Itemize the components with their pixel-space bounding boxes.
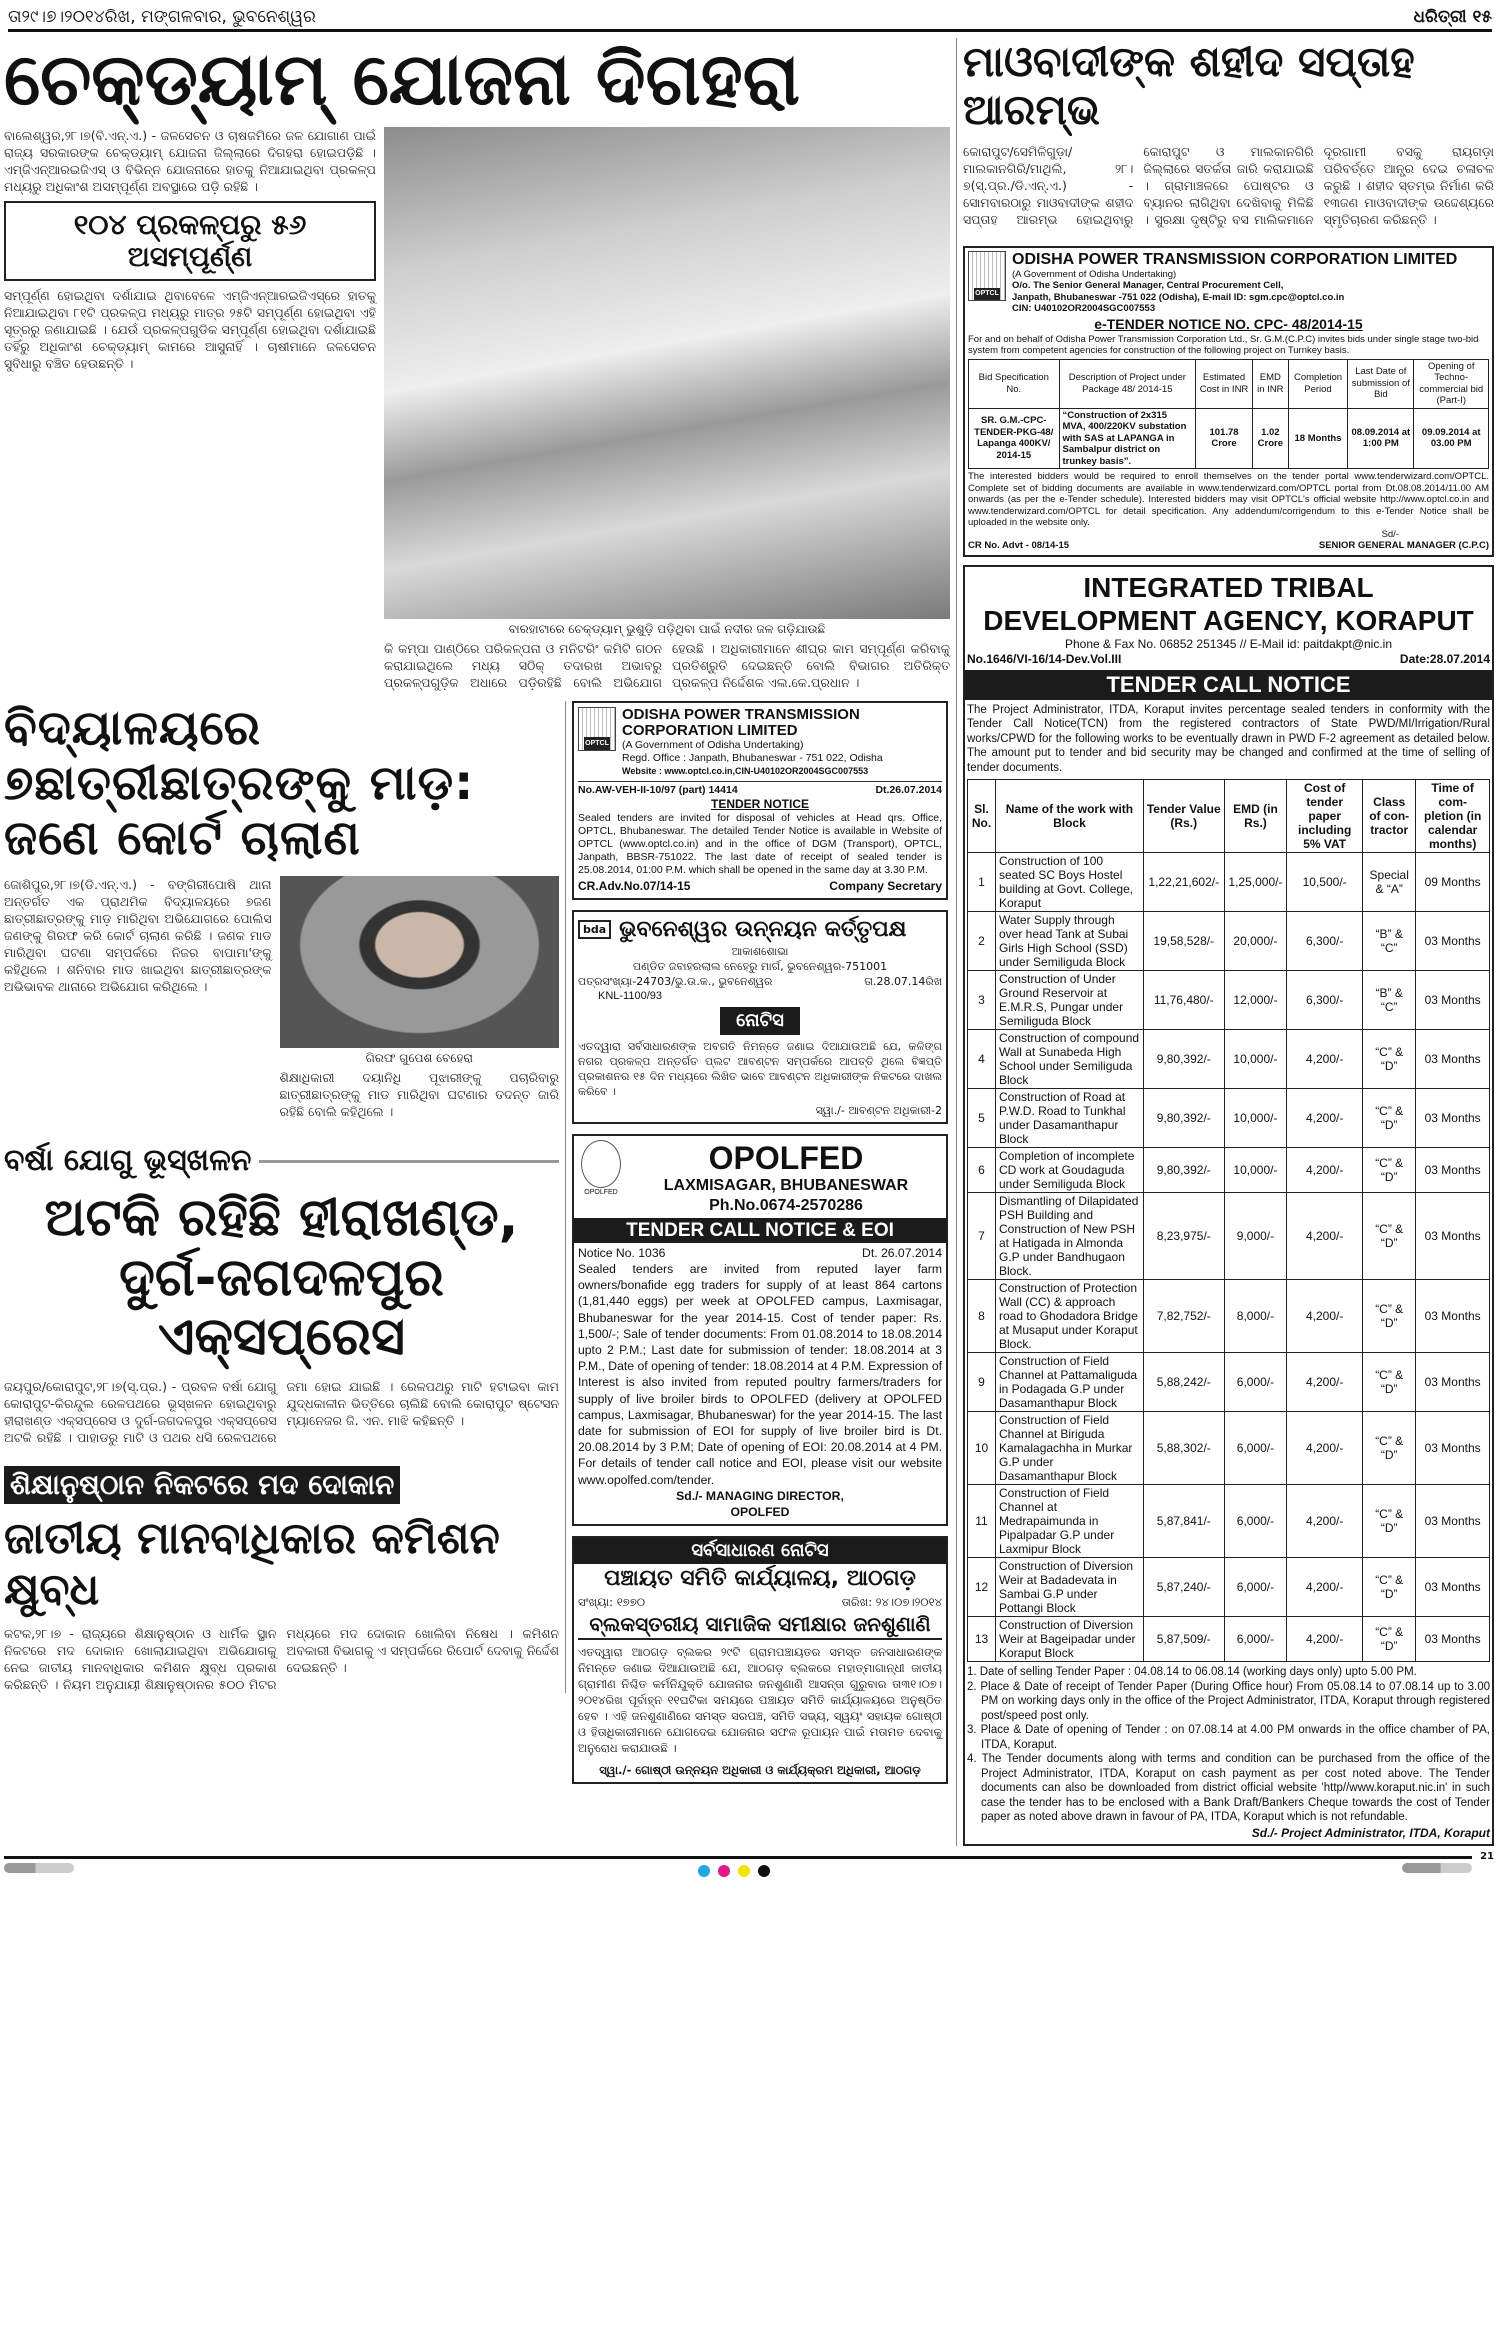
checkdam-photo xyxy=(384,127,950,619)
panchayat-title: ବ୍ଲକସ୍ତରୀୟ ସାମାଜିକ ସମୀକ୍ଷାର ଜନଶୁଣାଣି xyxy=(578,1610,942,1640)
optcl-e-tender-ad xyxy=(963,246,1494,557)
optcl-regd: Regd. Office : Janpath, Bhubaneswar - 751 022, Odisha xyxy=(622,751,883,764)
table-cell: 1,25,000/- xyxy=(1224,853,1287,912)
story4-body: ଜୟପୁର/କୋରାପୁଟ,୨୮।୭(ସ୍.ପ୍ର.) - ପ୍ରବଳ ବର୍ଷା ଯୋଗୁ କୋରାପୁଟ-କିରନ୍ଦୁଲ ରେଳପଥରେ ଭୂସ୍ଖଳନ ହୋଇଥିବାରୁ ହୀରାଖଣ୍ଡ ଏକ୍ସପ୍ରେସ ଓ ଦୁର୍ଗ-ଜଗଦଳପୁର ଏକ୍ସପ୍ରେସ ଅଟକି ରହିଛି । ପାହାଡରୁ ମାଟି ଓ ପଥର ଧସି ରେଳପଥରେ ଜମା ହୋଇ ଯାଇଛି । ରେଳପଥରୁ ମାଟି ହଟାଇବା କାମ ଯୁଦ୍ଧକାଳୀନ ଭିତ୍ତିରେ ଚାଲିଛି ବୋଲି କୋରାପୁଟ ଷ୍ଟେସନ ମ୍ୟାନେଜର ଜି. ଏନ. ମାଝି କହିଛନ୍ତି । xyxy=(4,1379,559,1446)
table-cell: Construction of 100 seated SC Boys Hostel building at Govt. College, Koraput xyxy=(996,853,1144,912)
story2-body: କୋରାପୁଟ/ସେମିଳିଗୁଡ଼ା/ମାଲକାନଗିରି/ମାଥିଲି, ୨୮।୭(ସ୍.ପ୍ର./ଡି.ଏନ୍.ଏ.) - ସୋମବାରଠାରୁ ମାଓବାଦୀଙ୍କ ଶହୀଦ ସପ୍ତାହ ଆରମ୍ଭ ହୋଇଥିବାରୁ କୋରାପୁଟ ଓ ମାଲକାନଗିରି ଜିଲ୍ଲାରେ ସତର୍କତା ଜାରି କରାଯାଇଛି । ଗ୍ରାମାଞ୍ଚଳରେ ପୋଷ୍ଟର ଓ ବ୍ୟାନର ଲାଗିଥିବା ଦେଖିବାକୁ ମିଳିଛି । ସୁରକ୍ଷା ଦୃଷ୍ଟିରୁ ବସ ମାଲିକମାନେ ଦୂରଗାମୀ ବସକୁ ରାୟଗଡ଼ା ପରିବର୍ତ୍ତେ ଆନ୍ଧ୍ର ଦେଇ ଚଳାଚଳ କରୁଛି । ଶହୀଦ ସ୍ତମ୍ଭ ନିର୍ମାଣ କରି ୧୩ଜଣ ମାଓବାଦୀଙ୍କ ଉଦ୍ଦେଶ୍ୟରେ ସ୍ମୃତିଚାରଣ କରିଛନ୍ତି । xyxy=(963,143,1494,227)
bda-knl: KNL-1100/93 xyxy=(598,989,663,1002)
table-cell: Construction of compound Wall at Sunabeda High School under Semiliguda Block xyxy=(996,1030,1144,1089)
bda-ref: ପତ୍ରସଂଖ୍ୟା-24703/ଭୁ.ଉ.କ., ଭୁବନେଶ୍ୱର xyxy=(578,974,773,988)
table-cell: 5,87,841/- xyxy=(1143,1485,1224,1558)
table-cell: 8,23,975/- xyxy=(1143,1193,1224,1280)
table-cell: 6 xyxy=(968,1148,996,1193)
table-cell: 4,200/- xyxy=(1287,1353,1363,1412)
date-line: ତା୨୯।୭।୨୦୧୪ରିଖ, ମଙ୍ଗଳବାର, ଭୁବନେଶ୍ୱର xyxy=(8,6,316,27)
itda-intro: The Project Administrator, ITDA, Koraput invites percentage sealed tenders in conformity with the Tender Call Notice(TCN) from the registered contractors of State PWD/MI/Irrigation/Rural works/CPWD for the following works to be eventually drawn in PWD F-2 agreement as detailed below. The amount put to tender and bid security may be changed and confirmed at the time of selling of tender documents. xyxy=(967,703,1490,774)
table-cell: 9,80,392/- xyxy=(1143,1089,1224,1148)
table-cell: “C” & “D” xyxy=(1363,1030,1416,1089)
panchayat-notice xyxy=(572,1536,948,1784)
table-cell: 09.09.2014 at 03.00 PM xyxy=(1414,408,1489,469)
itda-ref: No.1646/VI-16/14-Dev.Vol.III xyxy=(967,651,1122,666)
story1-headline: ଚେକ୍‌ଡ୍ୟାମ୍ ଯୋଜନା ଦିଗହରା xyxy=(4,37,800,121)
table-cell: Special & “A” xyxy=(1363,853,1416,912)
opolfed-ad xyxy=(572,1134,948,1526)
column-header: EMD in INR xyxy=(1252,359,1288,408)
table-cell: 7,82,752/- xyxy=(1143,1280,1224,1353)
opolfed-phone: Ph.No.0674-2570286 xyxy=(709,1196,863,1214)
bda-address-1: ଆକାଶଶୋଭା xyxy=(731,944,789,958)
table-cell: 4,200/- xyxy=(1287,1089,1363,1148)
story5-headline: ଜାତୀୟ ମାନବାଧିକାର କମିଶନ କ୍ଷୁବ୍ଧ xyxy=(4,1513,500,1615)
kicker-rule xyxy=(259,1160,559,1163)
table-cell: 5,87,509/- xyxy=(1143,1617,1224,1662)
e-tender-intro: For and on behalf of Odisha Power Transmission Corporation Ltd., Sr. G.M.(C.P.C) invites bids under single stage two-bid system from competent agencies for construction of the following project on Turnkey basis. xyxy=(968,333,1479,357)
column-header: Name of the work with Block xyxy=(996,780,1144,853)
table-row xyxy=(968,1617,1490,1662)
story1-body: ସମ୍ପୂର୍ଣ୍ଣ ହୋଇଥିବା ଦର୍ଶାଯାଇ ଥିବାବେଳେ ଏମ୍‌ଜିଏନ୍‌ଆରଇଜିଏସ୍‌ରେ ହାତକୁ ନିଆଯାଇଥିବା ୮୧ଟି ପ୍ରକଳ୍ପ ମଧ୍ୟରୁ ମାତ୍ର ୨୫ଟି ସମ୍ପୂର୍ଣ୍ଣ ହୋଇଥିବା ଏହି ସୂତ୍ରରୁ ଜଣାଯାଇଛି । ଯେଉଁ ପ୍ରକଳ୍ପଗୁଡିକ ସମ୍ପୂର୍ଣ୍ଣ ହୋଇଥିବା ଦର୍ଶାଯାଇଛି ତହିଁରୁ ଅଧିକାଂଶ ଚେକ୍‌ଡ୍ୟାମ୍ କାମରେ ଆସୁନାହିଁ । ଚାଷୀମାନେ ଜଳସେଚନ ସୁବିଧାରୁ ବଞ୍ଚିତ ହେଉଛନ୍ତି । xyxy=(4,288,376,372)
table-row xyxy=(968,1558,1490,1617)
table-cell: 4 xyxy=(968,1030,996,1089)
table-cell: 03 Months xyxy=(1416,1558,1490,1617)
e-tender-footer: The interested bidders would be required to enroll themselves on the tender portal www.tenderwizard.com/OPTCL. Complete set of bidding documents are available in www.tenderwizard.com/OPTCL portal from Dt.08.08.2014/11.00 AM onwards (as per the e-Tender schedule). Interested bidders may visit OPTCL's official website http://www.optcl.co.in and www.tenderwizard.com/OPTCL for detail specification. Any addendum/corrigendum to this e-Tender Notice shall be uploaded in the website only. xyxy=(968,471,1489,529)
bda-notice-banner: ନୋଟିସ xyxy=(720,1007,800,1035)
table-cell: 12,000/- xyxy=(1224,971,1287,1030)
story2-headline: ମାଓବାଦୀଙ୍କ ଶହୀଦ ସପ୍ତାହ ଆରମ୍ଭ xyxy=(963,37,1415,135)
itda-date: Date:28.07.2014 xyxy=(1399,651,1490,666)
registration-bar-right xyxy=(1402,1863,1472,1873)
registration-dot xyxy=(738,1865,750,1877)
page-folio xyxy=(1414,7,1493,27)
table-cell: 9 xyxy=(968,1353,996,1412)
table-cell: 1.02 Crore xyxy=(1252,408,1288,469)
optcl-org-name: ODISHA POWER TRANSMISSION CORPORATION LIMITED xyxy=(1012,250,1458,268)
itda-banner: TENDER CALL NOTICE xyxy=(965,670,1492,700)
table-cell: Dismantling of Dilapidated PSH Building and Construction of New PSH at Hatigada in Almonda G.P under Bandhugaon Block. xyxy=(996,1193,1144,1280)
table-cell: 20,000/- xyxy=(1224,912,1287,971)
table-cell: “B” & “C” xyxy=(1363,971,1416,1030)
table-cell: 03 Months xyxy=(1416,1148,1490,1193)
table-cell: 1 xyxy=(968,853,996,912)
column-header: Estimated Cost in INR xyxy=(1196,359,1253,408)
e-tender-title: e-TENDER NOTICE NO. CPC- 48/2014-15 xyxy=(1094,315,1363,332)
table-cell: 03 Months xyxy=(1416,1089,1490,1148)
table-cell: Water Supply through over head Tank at Subai Girls High School (SSD) under Semiliguda Block xyxy=(996,912,1144,971)
table-cell: “Construction of 2x315 MVA, 400/220KV substation with SAS at LAPANGA in Sambalpur district on trunkey basis”. xyxy=(1059,408,1196,469)
table-cell: Construction of Field Channel at Biriguda Kamalagachha in Murkar G.P under Dasamanthapur Block xyxy=(996,1412,1144,1485)
table-cell: 03 Months xyxy=(1416,971,1490,1030)
table-row xyxy=(968,1089,1490,1148)
story3-photo-caption: ଗିରଫ ଗୁପେଶ ବେହେରା xyxy=(365,1051,473,1066)
opolfed-address: LAXMISAGAR, BHUBANESWAR xyxy=(663,1176,909,1194)
table-cell: 18 Months xyxy=(1288,408,1347,469)
optcl-sub: (A Government of Odisha Undertaking) xyxy=(622,738,804,751)
table-cell: Construction of Road at P.W.D. Road to Tunkhal under Dasamanthapur Block xyxy=(996,1089,1144,1148)
bda-sign: ସ୍ୱା./- ଆବଣ୍ଟନ ଅଧିକାରୀ-2 xyxy=(815,1103,942,1117)
table-cell: 12 xyxy=(968,1558,996,1617)
footer-rule xyxy=(4,1856,1472,1859)
adv-number: CR No. Advt - 08/14-15 xyxy=(968,540,1070,552)
column-header: Completion Period xyxy=(1288,359,1347,408)
table-cell: 19,58,528/- xyxy=(1143,912,1224,971)
table-cell: 03 Months xyxy=(1416,1485,1490,1558)
notice-number: No.AW-VEH-II-10/97 (part) 14414 xyxy=(578,783,738,796)
table-cell: “C” & “D” xyxy=(1363,1089,1416,1148)
page-header xyxy=(8,4,1492,32)
notice-date: Dt.26.07.2014 xyxy=(875,783,942,796)
panchayat-sign: ସ୍ୱା./- ଗୋଷ୍ଠୀ ଉନ୍ନୟନ ଅଧିକାରୀ ଓ କାର୍ଯ୍ୟକ୍ରମ ଅଧିକାରୀ, ଆଠଗଡ଼ xyxy=(599,1763,921,1778)
registration-bar-left xyxy=(4,1863,74,1873)
table-cell: 10,500/- xyxy=(1287,853,1363,912)
table-cell: 5,88,242/- xyxy=(1143,1353,1224,1412)
opolfed-notice-no: Notice No. 1036 xyxy=(578,1245,666,1260)
optcl-address: Janpath, Bhubaneswar -751 022 (Odisha), E-mail ID: sgm.cpc@optcl.co.in xyxy=(1012,291,1345,303)
table-cell: “C” & “D” xyxy=(1363,1617,1416,1662)
print-footer xyxy=(4,1850,1496,1878)
table-cell: 03 Months xyxy=(1416,1030,1490,1089)
column-header: Opening of Techno-commercial bid (Part-I) xyxy=(1414,359,1489,408)
table-cell: 6,300/- xyxy=(1287,971,1363,1030)
opolfed-title: OPOLFED xyxy=(708,1139,864,1176)
bda-date: ତା.28.07.14ରିଖ xyxy=(864,974,942,988)
table-cell: 7 xyxy=(968,1193,996,1280)
table-cell: 5,87,240/- xyxy=(1143,1558,1224,1617)
note-item: 3. Place & Date of opening of Tender : on 07.08.14 at 4.00 PM onwards in the office chamber of PA, ITDA, Koraput. xyxy=(967,1724,1490,1751)
table-cell: 03 Months xyxy=(1416,1412,1490,1485)
table-cell: 10,000/- xyxy=(1224,1030,1287,1089)
opolfed-text: Sealed tenders are invited from reputed layer farm owners/bonafide egg traders for supply of at least 864 cartons (1,81,440 eggs) per week at OPOLFED campus, Laxmisagar, Bhubaneswar for the year 2014-15. Cost of tender paper: Rs. 1,500/-; Sale of tender documents: From 01.08.2014 to 18.08.2014 upto 2 P.M.; Last date for submission of tender: 18.08.2014 at 3 P.M., Date of opening of tender: 18.08.2014 at 4 P.M. Expression of Interest is also invited from reputed poultry farmers/traders for supply of live broiler birds to OPOLFED (delivery at OPOLFED campus, Laxmisagar, Bhubaneswar) for the year 2014-15. The last date for submission of EOI for supply of live broiler bird is Dt. 20.08.2014 by 3 P.M; Date of opening of EOI: 20.08.2014 at 4 PM. For details of tender call notice and EOI, please visit our website www.opolfed.com/tender. xyxy=(578,1262,942,1487)
table-row xyxy=(968,1353,1490,1412)
optcl-sub: (A Government of Odisha Undertaking) xyxy=(1012,268,1177,280)
table-cell: “C” & “D” xyxy=(1363,1558,1416,1617)
table-cell: 13 xyxy=(968,1617,996,1662)
table-cell: Construction of Protection Wall (CC) & approach road to Ghodadora Bridge at Musaput under Koraput Block. xyxy=(996,1280,1144,1353)
panchayat-office: ପଞ୍ଚାୟତ ସମିତି କାର୍ଯ୍ୟାଳୟ, ଆଠଗଡ଼ xyxy=(604,1566,916,1592)
optcl-cin: CIN: U40102OR2004SGC007553 xyxy=(1012,303,1156,315)
panchayat-date: ତାରିଖ: ୨୪।୦୭।୨୦୧୪ xyxy=(841,1595,942,1610)
itda-contact: Phone & Fax No. 06852 251345 // E-Mail id: paitdakpt@nic.in xyxy=(1064,636,1393,651)
table-cell: 08.09.2014 at 1:00 PM xyxy=(1348,408,1414,469)
story1-text-column xyxy=(4,127,376,372)
panchayat-no: ସଂଖ୍ୟା: ୧୭୭୦ xyxy=(578,1595,646,1610)
table-cell: “C” & “D” xyxy=(1363,1412,1416,1485)
panchayat-text: ଏତଦ୍ୱାରା ଆଠଗଡ଼ ବ୍ଲକର ୨୯ଟି ଗ୍ରାମପଞ୍ଚାୟତର ସମସ୍ତ ଜନସାଧାରଣଙ୍କ ନିମନ୍ତେ ଜଣାଇ ଦିଆଯାଉଅଛି ଯେ, ଆଠଗଡ଼ ବ୍ଲକରେ ମହାତ୍ମାଗାନ୍ଧୀ ଜାତୀୟ ଗ୍ରାମୀଣ ନିଶ୍ଚିତ କର୍ମନିଯୁକ୍ତି ଯୋଜନାର ଜନଶୁଣାଣି ଆସନ୍ତା ଗୁରୁବାର ତା୩୧।୦୭।୨୦୧୪ରିଖ ପୂର୍ବାହ୍ନ ୧୧ଘଟିକା ସମୟରେ ପଞ୍ଚାୟତ ସମିତି କାର୍ଯ୍ୟାଳୟରେ ଅନୁଷ୍ଠିତ ହେବ । ଏହି ଜନଶୁଣାଣିରେ ସମସ୍ତ ସରପଞ୍ଚ, ସମିତି ସଭ୍ୟ, ସ୍ୱୟଂ ସହାୟକ ଗୋଷ୍ଠୀ ଓ ହିତାଧିକାରୀମାନେ ଯୋଗଦେଇ ଯୋଜନାର ସଫଳ ରୂପାୟନ ପାଇଁ ମତାମତ ଦେବାକୁ ଅନୁରୋଧ କରାଯାଉଛି । xyxy=(578,1645,942,1756)
table-cell: 11,76,480/- xyxy=(1143,971,1224,1030)
table-cell: 4,200/- xyxy=(1287,1485,1363,1558)
table-cell: 11 xyxy=(968,1485,996,1558)
panchayat-banner: ସର୍ବସାଧାରଣ ନୋଟିସ xyxy=(574,1538,946,1564)
right-column xyxy=(956,38,1494,1846)
table-cell: 101.78 Crore xyxy=(1196,408,1253,469)
table-cell: 03 Months xyxy=(1416,912,1490,971)
note-item: 2. Place & Date of receipt of Tender Paper (During Office hour) From 05.08.14 to 07.08.14 up to 3.00 PM on working days only in the office of the Project Administrator, ITDA, Koraput through registered post/speed post only. xyxy=(967,1680,1490,1722)
table-cell: SR. G.M.-CPC-TENDER-PKG-48/ Lapanga 400KV/ 2014-15 xyxy=(969,408,1060,469)
left-stories-column xyxy=(4,701,566,1694)
story3-headline: ବିଦ୍ୟାଳୟରେ ୭ଛାତ୍ରୀଛାତ୍ରଙ୍କୁ ମାଡ଼: ଜଣେ କୋର୍ଟ ଚାଲାଣ xyxy=(4,699,475,867)
table-cell: 2 xyxy=(968,912,996,971)
column-header: Bid Specification No. xyxy=(969,359,1060,408)
story4-kicker xyxy=(4,1144,559,1179)
table-cell: 10,000/- xyxy=(1224,1089,1287,1148)
note-item: 1. Date of selling Tender Paper : 04.08.14 to 06.08.14 (working days only) upto 5.00 PM. xyxy=(967,1666,1417,1679)
table-cell: Construction of Diversion Weir at Bageipadar under Koraput Block xyxy=(996,1617,1144,1662)
accused-photo xyxy=(280,876,559,1048)
table-cell: 8,000/- xyxy=(1224,1280,1287,1353)
table-cell: 6,300/- xyxy=(1287,912,1363,971)
optcl-logo: OPTCL xyxy=(578,707,616,751)
itda-tender-ad xyxy=(963,565,1494,1846)
bda-text: ଏତଦ୍ୱାରା ସର୍ବସାଧାରଣଙ୍କ ଅବଗତି ନିମନ୍ତେ ଜଣାଇ ଦିଆଯାଉଅଛି ଯେ, କଳିଙ୍ଗ ନଗର ପ୍ରକଳ୍ପ ଅନ୍ତର୍ଗତ ପ୍ଲଟ ଆବଣ୍ଟନ ସମ୍ପର୍କରେ ଆପତ୍ତି ଥିଲେ ବିଜ୍ଞପ୍ତି ପ୍ରକାଶନର ୧୫ ଦିନ ମଧ୍ୟରେ ଲିଖିତ ଭାବେ ଆବଣ୍ଟନ ଅଧିକାରୀଙ୍କ ନିକଟରେ ଦାଖଲ କରିବେ । xyxy=(578,1039,942,1098)
paper-name: ଧରିତ୍ରୀ xyxy=(1413,6,1467,27)
page-number: ୧୫ xyxy=(1472,6,1492,27)
story1-body2: କି କମ୍ପା ପାଣ୍ଠିରେ ପରିକଳ୍ପନା ଓ ମନିଟରିଂ କମିଟି ଗଠନ କରାଯାଇଥିଲେ ମଧ୍ୟ ସଠିକ୍ ତଦାରଖ ଅଭାବରୁ ପ୍ରକଳ୍ପଗୁଡ଼ିକ ଅଧାରେ ପଡ଼ିରହିଛି ବୋଲି ଅଭିଯୋଗ ହେଉଛି । ଅଧିକାରୀମାନେ ଶୀଘ୍ର କାମ ସମ୍ପୂର୍ଣ୍ଣ କରିବାକୁ ପ୍ରତିଶ୍ରୁତି ଦେଇଛନ୍ତି ବୋଲି ବିଭାଗର ଅତିରିକ୍ତ ପ୍ରକଳ୍ପ ନିର୍ଦ୍ଦେଶକ ଏଲ.କେ.ପ୍ରଧାନ । xyxy=(384,640,950,690)
table-row xyxy=(968,1148,1490,1193)
story5-kicker: ଶିକ୍ଷାନୁଷ୍ଠାନ ନିକଟରେ ମଦ ଦୋକାନ xyxy=(4,1466,400,1504)
story3-body2: ଶିକ୍ଷାଧିକାରୀ ଦୟାନିଧି ପୂଝାରୀଙ୍କୁ ପଚାରିବାରୁ ଛାତ୍ରୀଛାତ୍ରଙ୍କୁ ମାଡ ମାରିଥିବା ଘଟଣାର ତଦନ୍ତ ଜାରି ରହିଛି ବୋଲି କହିଥିଲେ । xyxy=(279,1070,559,1120)
note-item: 4. The Tender documents along with terms and condition can be purchased from the office of the Project Administrator, ITDA, Koraput on cash payment as per cost noted above. The Tender documents can also be downloaded from district official website 'http//www.koraput.nic.in' in such case the tender has to be enclosed with a Bank Draft/Bankers Cheque towards the cost of Tender paper as noted above drawn in favour of PA, ITDA, Koraput which is not refundable. xyxy=(967,1753,1490,1824)
table-row xyxy=(968,1030,1490,1089)
table-cell: “C” & “D” xyxy=(1363,1485,1416,1558)
table-cell: “C” & “D” xyxy=(1363,1148,1416,1193)
table-cell: “C” & “D” xyxy=(1363,1280,1416,1353)
story1-content xyxy=(4,127,950,691)
table-cell: 4,200/- xyxy=(1287,1193,1363,1280)
opolfed-banner: TENDER CALL NOTICE & EOI xyxy=(574,1218,946,1243)
story4-headline: ଅଟକି ରହିଛି ହୀରାଖଣ୍ଡ, ଦୁର୍ଗ-ଜଗଦଳପୁର ଏକ୍ସପ୍ରେସ xyxy=(44,1187,519,1368)
story1-photo-column xyxy=(384,127,950,691)
column-header: Cost of tender paper including 5% VAT xyxy=(1287,780,1363,853)
signatory: Company Secretary xyxy=(829,878,942,893)
registration-dot xyxy=(758,1865,770,1877)
table-cell: Completion of incomplete CD work at Goudaguda under Semiliguda Block xyxy=(996,1148,1144,1193)
itda-title-1: INTEGRATED TRIBAL xyxy=(1083,571,1374,603)
table-row xyxy=(968,1412,1490,1485)
table-cell: 03 Months xyxy=(1416,1353,1490,1412)
table-cell: 03 Months xyxy=(1416,1617,1490,1662)
column-header: Class of con-tractor xyxy=(1363,780,1416,853)
itda-title-2: DEVELOPMENT AGENCY, KORAPUT xyxy=(983,604,1474,636)
itda-notes xyxy=(967,1665,1490,1825)
table-cell: Construction of Diversion Weir at Badadevata in Sambai G.P under Pottangi Block xyxy=(996,1558,1144,1617)
column-header: Tender Value (Rs.) xyxy=(1143,780,1224,853)
bda-logo: bda xyxy=(578,920,611,939)
story5-body: କଟକ,୨୮।୭ - ରାଜ୍ୟରେ ଶିକ୍ଷାନୁଷ୍ଠାନ ଓ ଧାର୍ମିକ ସ୍ଥାନ ନିକଟରେ ମଦ ଦୋକାନ ଖୋଲାଯାଇଥିବା ଅଭିଯୋଗକୁ ନେଇ ଜାତୀୟ ମାନବାଧିକାର କମିଶନ କ୍ଷୁବ୍ଧ ପ୍ରକାଶ କରିଛନ୍ତି । ନିୟମ ଅନୁଯାୟୀ ଶିକ୍ଷାନୁଷ୍ଠାନର ୫୦୦ ମିଟର ମଧ୍ୟରେ ମଦ ଦୋକାନ ଖୋଲିବା ନିଷେଧ । କମିଶନ ଅବକାରୀ ବିଭାଗକୁ ଏ ସମ୍ପର୍କରେ ରିପୋର୍ଟ ଦେବାକୁ ନିର୍ଦ୍ଦେଶ ଦେଇଛନ୍ତି । xyxy=(4,1626,559,1693)
table-cell: Construction of Field Channel at Pattamaliguda in Podagada G.P under Dasamanthapur Block xyxy=(996,1353,1144,1412)
table-cell: 3 xyxy=(968,971,996,1030)
table-row xyxy=(968,1280,1490,1353)
optcl-office: O/o. The Senior General Manager, Central Procurement Cell, xyxy=(1012,280,1284,292)
table-cell: 8 xyxy=(968,1280,996,1353)
table-cell: 1,22,21,602/- xyxy=(1143,853,1224,912)
bda-title: ଭୁବନେଶ୍ୱର ଉନ୍ନୟନ କର୍ତ୍ତୃପକ୍ଷ xyxy=(619,916,907,942)
table-cell: 4,200/- xyxy=(1287,1030,1363,1089)
table-cell: 9,80,392/- xyxy=(1143,1148,1224,1193)
registration-dots xyxy=(694,1862,774,1881)
opolfed-sign: Sd./- MANAGING DIRECTOR, xyxy=(676,1488,844,1503)
left-area xyxy=(4,38,950,1784)
center-ads-column xyxy=(572,701,948,1784)
page-main xyxy=(4,38,1496,1846)
optcl-org-name: ODISHA POWER TRANSMISSION CORPORATION LIMITED xyxy=(622,705,860,739)
story3-content xyxy=(4,876,559,1120)
column-header: Time of com-pletion (in calendar months) xyxy=(1416,780,1490,853)
e-tender-table xyxy=(968,359,1489,470)
story4-kicker-text: ବର୍ଷା ଯୋଗୁ ଭୂସ୍ଖଳନ xyxy=(4,1143,252,1179)
table-cell: 5,88,302/- xyxy=(1143,1412,1224,1485)
table-cell: Construction of Under Ground Reservoir at E.M.R.S, Pungar under Semiliguda Block xyxy=(996,971,1144,1030)
table-cell: 09 Months xyxy=(1416,853,1490,912)
itda-sign: Sd./- Project Administrator, ITDA, Koraput xyxy=(1251,1825,1490,1840)
notice-title: TENDER NOTICE xyxy=(710,796,809,811)
lower-area xyxy=(4,701,950,1784)
table-cell: 03 Months xyxy=(1416,1193,1490,1280)
notice-text: Sealed tenders are invited for disposal of vehicles at Head qrs. Office, OPTCL, Bhubaneswar. The detailed Tender Notice is available in Website of OPTCL (www.optcl.co.in) and in the office of DGM (Transport), OPTCL, Janpath, BBSR-751022. The last date of receipt of sealed tender is 25.08.2014, 01:00 P.M. which shall be opened in the same day at 3.30 P.M. xyxy=(578,811,942,876)
table-cell: 4,200/- xyxy=(1287,1280,1363,1353)
story3-photo-column xyxy=(280,876,559,1120)
page-number-footer: 21 xyxy=(1480,1850,1494,1862)
story3-body: ଜୋଶିପୁର,୨୮।୭(ଡି.ଏନ୍.ଏ.) - ବଙ୍ଗିରୀପୋଷି ଥାନା ଅନ୍ତର୍ଗତ ଏକ ପ୍ରାଥମିକ ବିଦ୍ୟାଳୟରେ ୭ଜଣ ଛାତ୍ରୀଛାତ୍ରଙ୍କୁ ମାଡ଼ ମାରିଥିବା ଅଭିଯୋଗରେ ପୋଲିସ ଜଣଙ୍କୁ ଗିରଫ କରି କୋର୍ଟ ଚାଲାଣ କରିଛି । ଜଣକ ମାଡ ମାରିଥିବା ଘଟଣା ସମ୍ପର୍କରେ ନିଜର ବାପାମା'ଙ୍କୁ କହିଥିଲେ । ଶନିବାର ମାଡ ଖାଇଥିବା ଛାତ୍ରୀଛାତ୍ରଙ୍କ ଅଭିଭାବକ ଥାନାରେ ଅଭିଯୋଗ କରିଥିଲେ । xyxy=(4,877,272,995)
table-cell: 4,200/- xyxy=(1287,1412,1363,1485)
signatory: SENIOR GENERAL MANAGER (C.P.C) xyxy=(1318,540,1489,552)
table-row xyxy=(968,1485,1490,1558)
table-cell: 10,000/- xyxy=(1224,1148,1287,1193)
bda-notice xyxy=(572,910,948,1124)
story1-photo-caption: ବାରହାଟାରେ ଚେକ୍‌ଡ୍ୟାମ୍ ଭୁଶୁଡ଼ି ପଡ଼ିଥିବା ପାଇଁ ନଦୀର ଜଳ ଗଡ଼ିଯାଉଛି xyxy=(508,621,826,636)
table-cell: 6,000/- xyxy=(1224,1353,1287,1412)
registration-dot xyxy=(718,1865,730,1877)
table-row xyxy=(968,912,1490,971)
table-cell: “B” & “C” xyxy=(1363,912,1416,971)
table-cell: 4,200/- xyxy=(1287,1148,1363,1193)
table-cell: 6,000/- xyxy=(1224,1558,1287,1617)
sd-mark: Sd/- xyxy=(1381,528,1399,540)
table-cell: 10 xyxy=(968,1412,996,1485)
column-header: Sl. No. xyxy=(968,780,996,853)
story1-subhead: ୧୦୪ ପ୍ରକଳ୍ପରୁ ୫୬ ଅସମ୍ପୂର୍ଣ୍ଣ xyxy=(4,201,376,281)
column-header: Last Date of submission of Bid xyxy=(1348,359,1414,408)
optcl-logo: OPTCL xyxy=(968,251,1006,301)
optcl-tender-ad xyxy=(572,701,948,900)
adv-number: CR.Adv.No.07/14-15 xyxy=(578,878,691,893)
table-cell: Construction of Field Channel at Medrapaimunda in Pipalpadar G.P under Laxmipur Block xyxy=(996,1485,1144,1558)
table-cell: 03 Months xyxy=(1416,1280,1490,1353)
story1-intro: ବାଲେଶ୍ୱର,୨୮।୭(ବି.ଏନ୍.ଏ.) - ଜଳସେଚନ ଓ ଚାଷଜମିରେ ଜଳ ଯୋଗାଣ ପାଇଁ ରାଜ୍ୟ ସରକାରଙ୍କ ଚେକ୍‌ଡ୍ୟାମ୍ ଯୋଜନା ଜିଲ୍ଲାରେ ଦିଗହରା ହୋଇପଡ଼ିଛି । ଏମ୍‌ଜିଏନ୍‌ଆରଇଜିଏସ୍ ଓ ବିଭିନ୍ନ ଯୋଜନାରେ ହାତକୁ ନିଆଯାଇଥିବା ପ୍ରକଳ୍ପ ମଧ୍ୟରୁ ଅଧିକାଂଶ ଅସମ୍ପୂର୍ଣ୍ଣ ଅବସ୍ଥାରେ ପଡ଼ି ରହିଛି । xyxy=(4,127,376,194)
table-row xyxy=(968,853,1490,912)
table-row xyxy=(968,1193,1490,1280)
table-cell: 4,200/- xyxy=(1287,1617,1363,1662)
table-cell: 9,000/- xyxy=(1224,1193,1287,1280)
itda-works-table xyxy=(967,779,1490,1662)
table-cell: “C” & “D” xyxy=(1363,1193,1416,1280)
column-header: Description of Project under Package 48/ 2014-15 xyxy=(1059,359,1196,408)
column-header: EMD (in Rs.) xyxy=(1224,780,1287,853)
table-cell: “C” & “D” xyxy=(1363,1353,1416,1412)
table-cell: 5 xyxy=(968,1089,996,1148)
optcl-web: Website : www.optcl.co.in,CIN-U40102OR2004SGC007553 xyxy=(622,765,869,776)
table-cell: 9,80,392/- xyxy=(1143,1030,1224,1089)
table-cell: 6,000/- xyxy=(1224,1412,1287,1485)
opolfed-date: Dt. 26.07.2014 xyxy=(862,1245,942,1260)
table-row xyxy=(968,971,1490,1030)
table-cell: 6,000/- xyxy=(1224,1617,1287,1662)
bda-address-2: ପଣ୍ଡିତ ଜବାହରଲାଲ ନେହେରୁ ମାର୍ଗ, ଭୁବନେଶ୍ୱର-751001 xyxy=(632,959,888,973)
table-cell: 6,000/- xyxy=(1224,1485,1287,1558)
opolfed-logo: OPOLFED xyxy=(578,1140,624,1216)
registration-dot xyxy=(698,1865,710,1877)
opolfed-sign-org: OPOLFED xyxy=(730,1505,790,1520)
table-cell: 4,200/- xyxy=(1287,1558,1363,1617)
